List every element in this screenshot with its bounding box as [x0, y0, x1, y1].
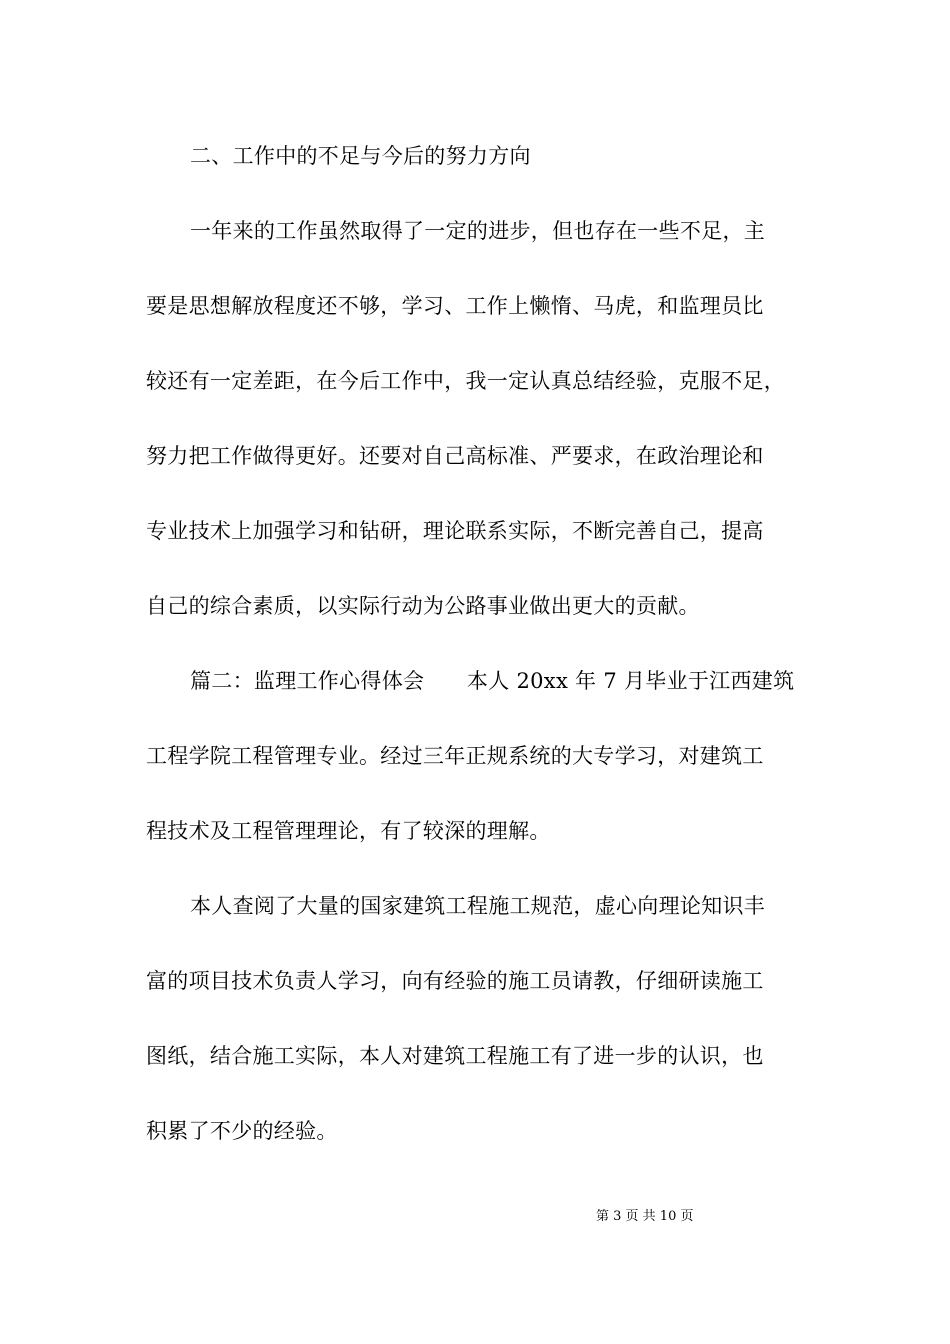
page-number-footer: 第 3 页 共 10 页: [596, 1209, 694, 1224]
paragraph-line: 工程学院工程管理专业。经过三年正规系统的大专学习，对建筑工: [146, 744, 764, 768]
section-heading: 二、工作中的不足与今后的努力方向: [190, 144, 531, 168]
paragraph-line: 专业技术上加强学习和钻研，理论联系实际，不断完善自己，提高: [146, 519, 764, 543]
paragraph-line: 较还有一定差距，在今后工作中，我一定认真总结经验，克服不足，: [146, 369, 785, 393]
paragraph-line: 程技术及工程管理理论，有了较深的理解。: [146, 819, 551, 843]
paragraph-line: 一年来的工作虽然取得了一定的进步，但也存在一些不足，主: [190, 219, 766, 243]
paragraph-line: 要是思想解放程度还不够，学习、工作上懒惰、马虎，和监理员比: [146, 294, 764, 318]
paragraph-line: 图纸，结合施工实际，本人对建筑工程施工有了进一步的认识，也: [146, 1044, 764, 1068]
paragraph-line: 积累了不少的经验。: [146, 1119, 338, 1143]
paragraph-line: 本人查阅了大量的国家建筑工程施工规范，虚心向理论知识丰: [190, 894, 766, 918]
paragraph-line: 富的项目技术负责人学习，向有经验的施工员请教，仔细研读施工: [146, 969, 764, 993]
paragraph-line: 自己的综合素质，以实际行动为公路事业做出更大的贡献。: [146, 594, 700, 618]
paragraph-line: 篇二：监理工作心得体会 本人 20xx 年 7 月毕业于江西建筑: [190, 669, 795, 693]
paragraph-line: 努力把工作做得更好。还要对自己高标准、严要求，在政治理论和: [146, 444, 764, 468]
